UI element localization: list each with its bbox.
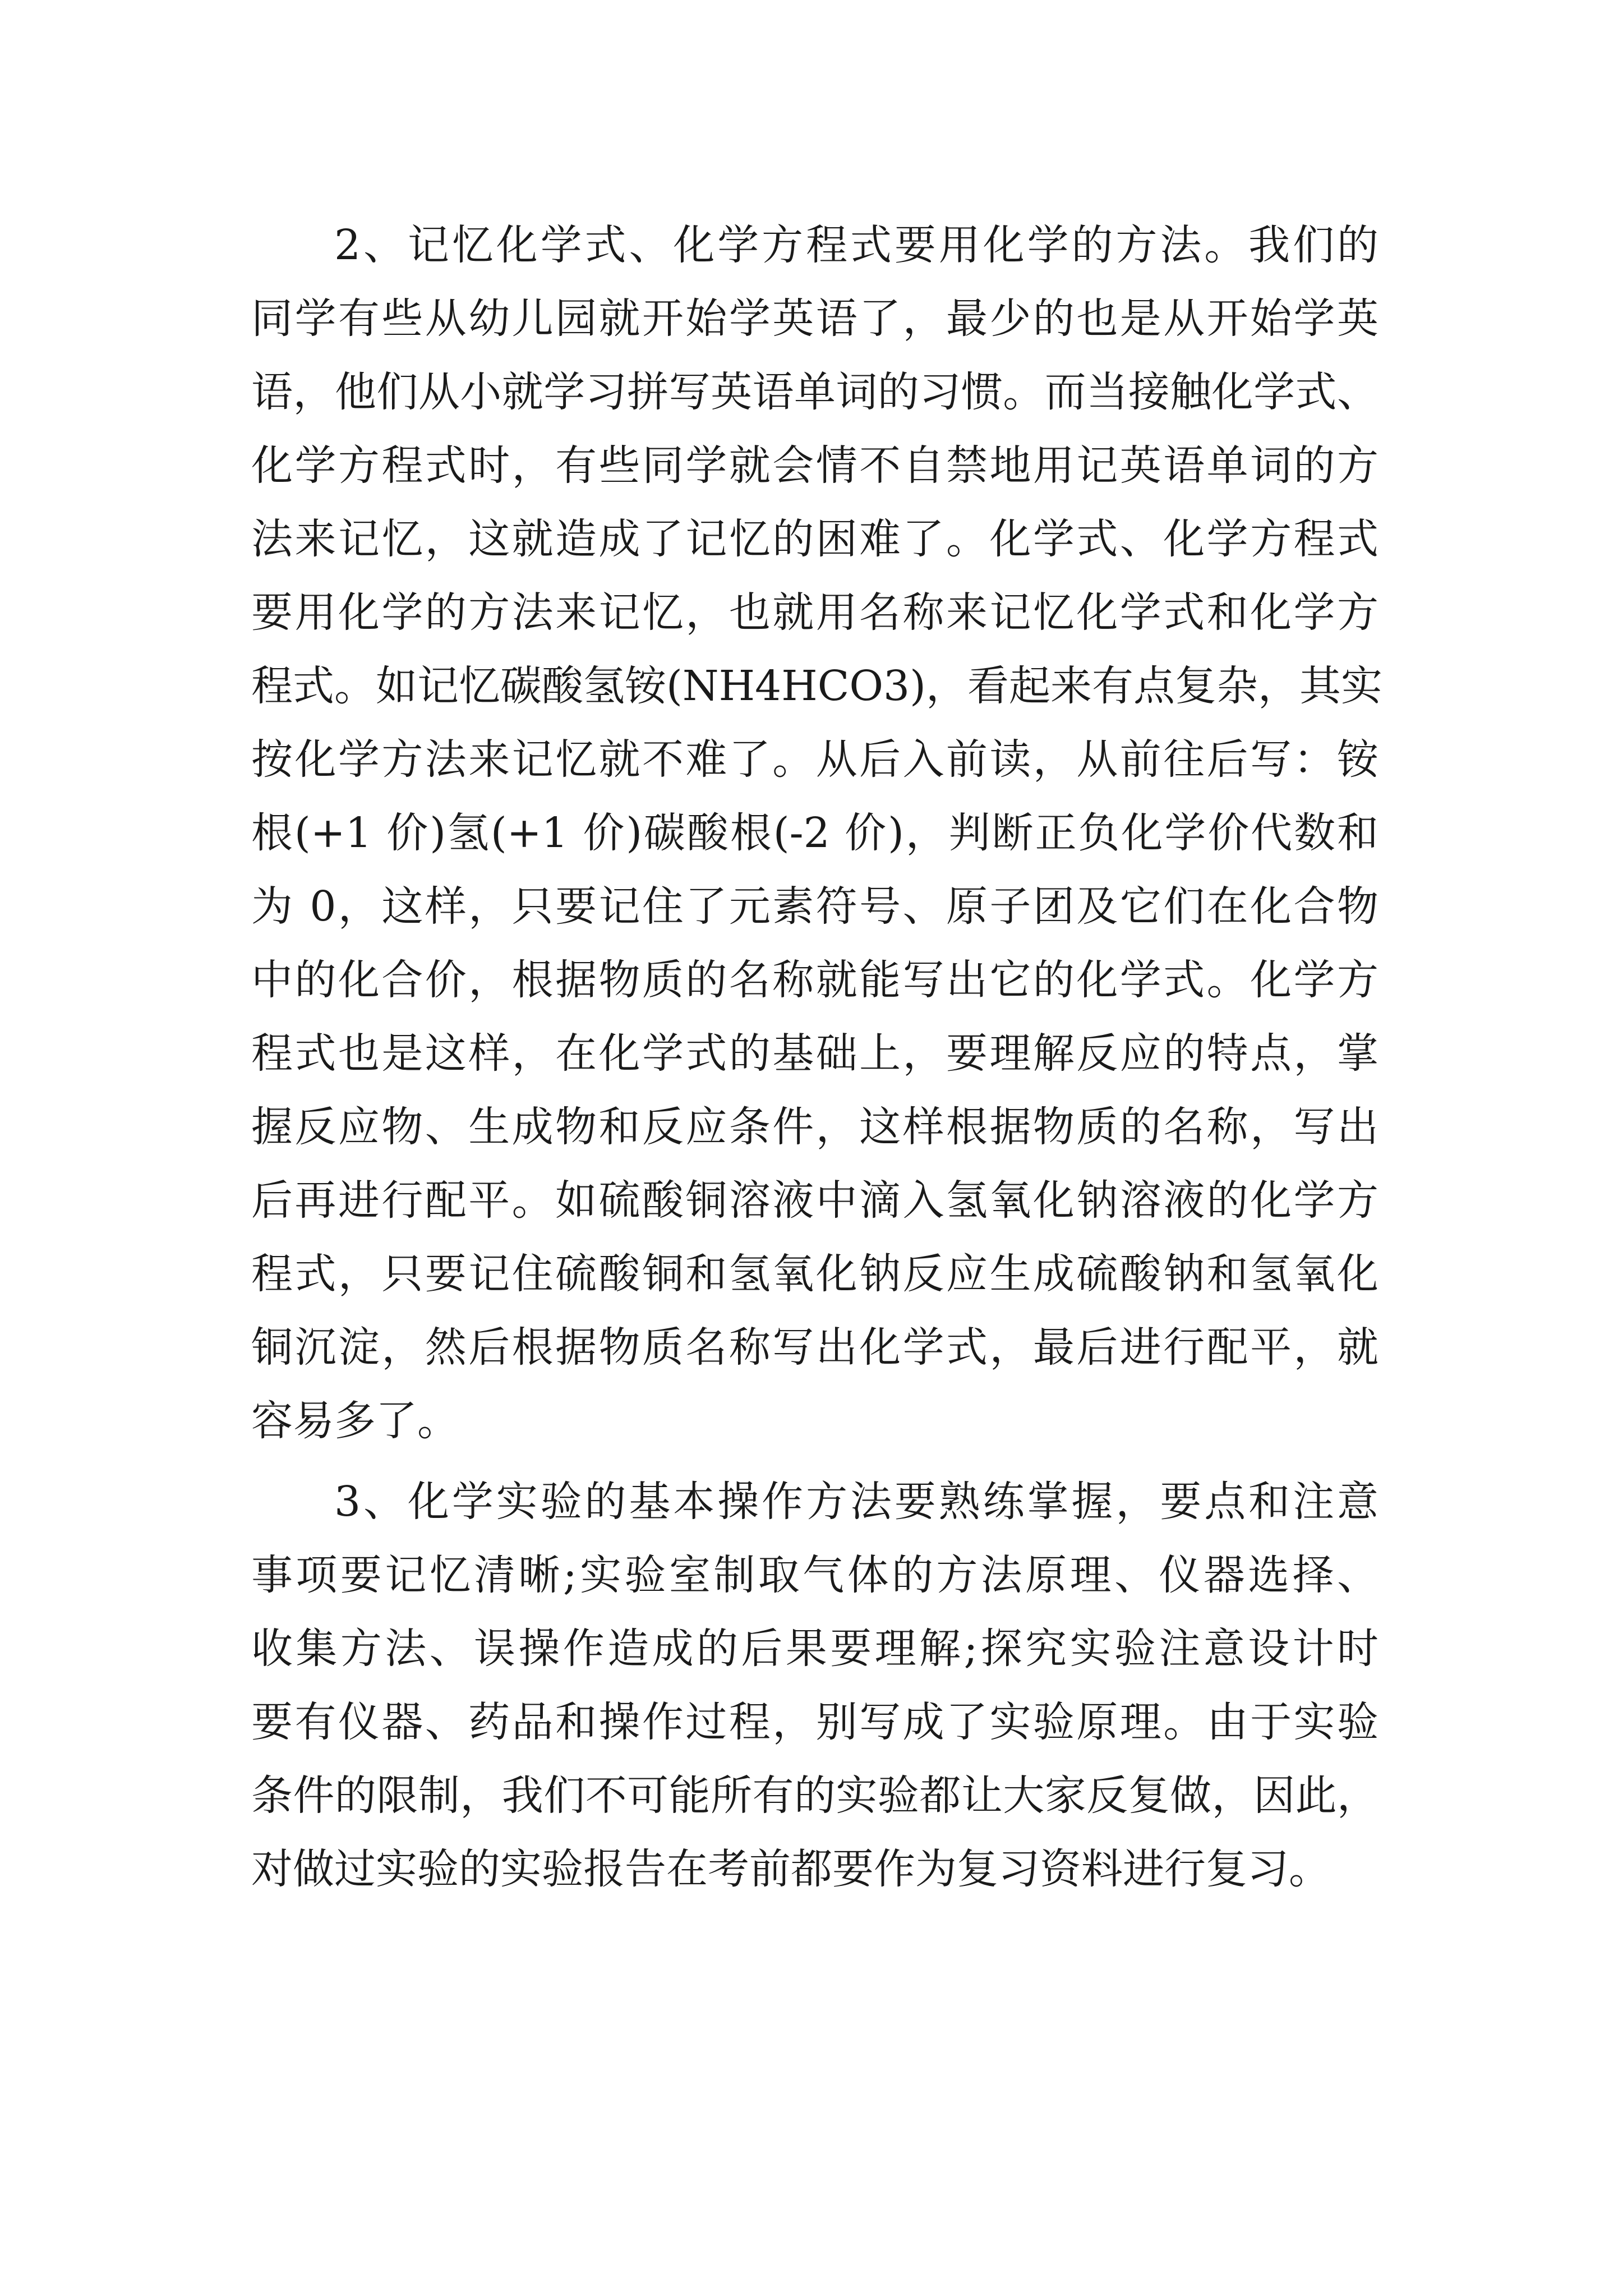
paragraph-memorizing-formulas <box>251 209 1383 1458</box>
text-line: 对做过实验的实验报告在考前都要作为复习资料进行复习。 <box>251 1845 1330 1893</box>
text-line: 程式也是这样，在化学式的基础上，要理解反应的特点，掌 <box>251 1029 1378 1078</box>
text-line: 中的化合价，根据物质的名称就能写出它的化学式。化学方 <box>251 956 1378 1004</box>
paragraph-chemistry-experiments <box>251 1465 1378 1906</box>
text-line: 化学方程式时，有些同学就会情不自禁地用记英语单词的方 <box>251 441 1378 490</box>
text-line: 要用化学的方法来记忆，也就用名称来记忆化学式和化学方 <box>251 588 1378 637</box>
text-line: 收集方法、误操作造成的后果要理解;探究实验注意设计时 <box>251 1625 1378 1673</box>
text-line: 程式，只要记住硫酸铜和氢氧化钠反应生成硫酸钠和氢氧化 <box>251 1250 1378 1298</box>
text-line: 要有仪器、药品和操作过程，别写成了实验原理。由于实验 <box>251 1698 1378 1746</box>
text-line: 容易多了。 <box>251 1397 459 1445</box>
text-line: 程式。如记忆碳酸氢铵(NH4HCO3)，看起来有点复杂，其实 <box>251 662 1383 710</box>
text-line: 握反应物、生成物和反应条件，这样根据物质的名称，写出 <box>251 1103 1378 1151</box>
text-line: 同学有些从幼儿园就开始学英语了，最少的也是从开始学英 <box>251 295 1378 343</box>
text-line: 铜沉淀，然后根据物质名称写出化学式，最后进行配平，就 <box>251 1323 1378 1372</box>
text-line: 条件的限制，我们不可能所有的实验都让大家反复做，因此， <box>251 1772 1378 1820</box>
text-line: 按化学方法来记忆就不难了。从后入前读，从前往后写：铵 <box>251 735 1378 784</box>
document-body <box>251 209 1383 1906</box>
text-line: 3、化学实验的基本操作方法要熟练掌握，要点和注意 <box>334 1478 1378 1526</box>
text-line: 2、记忆化学式、化学方程式要用化学的方法。我们的 <box>334 221 1378 269</box>
text-line: 后再进行配平。如硫酸铜溶液中滴入氢氧化钠溶液的化学方 <box>251 1176 1378 1225</box>
text-line: 事项要记忆清晰;实验室制取气体的方法原理、仪器选择、 <box>251 1551 1378 1599</box>
text-line: 法来记忆，这就造成了记忆的困难了。化学式、化学方程式 <box>251 515 1378 563</box>
text-line: 语，他们从小就学习拼写英语单词的习惯。而当接触化学式、 <box>251 368 1378 416</box>
paragraph-gap <box>251 1458 1378 1465</box>
text-line: 根(+1 价)氢(+1 价)碳酸根(-2 价)，判断正负化学价代数和 <box>251 809 1378 857</box>
text-line: 为 0，这样，只要记住了元素符号、原子团及它们在化合物 <box>251 882 1378 931</box>
